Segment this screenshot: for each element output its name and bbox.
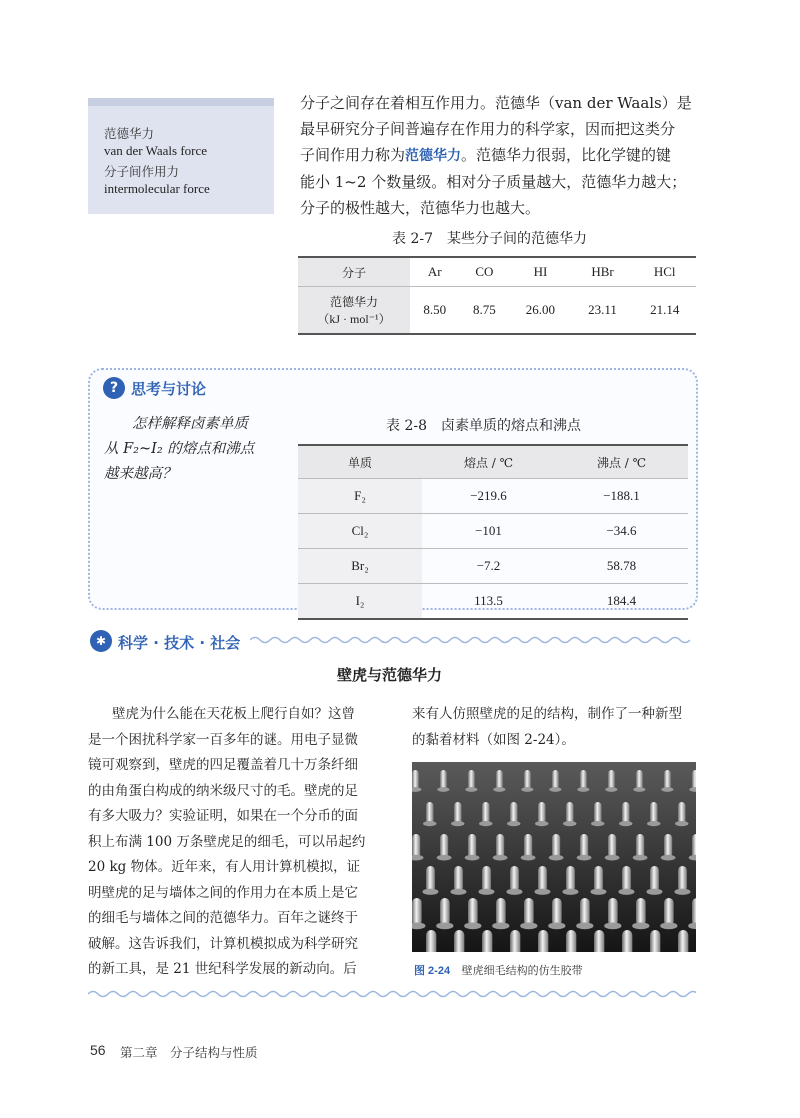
micro-pillar (412, 898, 422, 926)
intro-line: 能小 1~2 个数量级。相对分子质量越大，范德华力越大； (300, 173, 687, 191)
article-line: 的细毛与墙体之间的范德华力。百年之谜终于 (88, 910, 358, 926)
micro-pillar-base (633, 787, 645, 792)
micro-pillar (426, 866, 435, 892)
micro-pillar (594, 866, 603, 892)
micro-pillar (650, 866, 659, 892)
micro-pillar (552, 834, 560, 858)
micro-pillar-base (520, 922, 537, 929)
micro-pillar-base (507, 821, 520, 826)
sts-icon: ✱ (90, 630, 112, 652)
micro-pillar (482, 866, 491, 892)
micro-pillar (594, 802, 601, 824)
article-line: 是一个困扰科学家一百多年的谜。用电子显微 (88, 731, 358, 748)
page-number: 56 (90, 1042, 106, 1058)
table-row (298, 584, 688, 620)
micro-pillar-base (465, 787, 477, 792)
table-cell: 58.78 (555, 549, 688, 584)
table-cell: 113.5 (422, 584, 555, 620)
micro-pillar-base (423, 821, 436, 826)
micro-pillar (650, 802, 657, 824)
micro-pillar-base (493, 787, 505, 792)
micro-pillar-base (563, 821, 576, 826)
micro-pillar-base (675, 821, 688, 826)
table-cell: Br₂ (298, 549, 422, 584)
table-cell: F₂ (298, 479, 422, 514)
micro-pillar-base (632, 922, 649, 929)
table-header-cell: 单质 (298, 445, 422, 479)
article-line: 20 kg 物体。近年来，有人用计算机模拟，证 (88, 859, 361, 875)
micro-pillar-base (492, 922, 509, 929)
micro-pillar (692, 834, 696, 858)
sts-wave-divider (250, 634, 696, 646)
table-cell: 184.4 (555, 584, 688, 620)
micro-pillar-base (437, 855, 452, 861)
intro-line: 分子的极性越大，范德华力也越大。 (300, 199, 541, 217)
micro-pillar-base (646, 889, 662, 895)
micro-pillar-base (660, 922, 677, 929)
micro-pillar-base (521, 787, 533, 792)
intro-line-part: 子间作用力称为 (300, 146, 406, 164)
intro-line: 最早研究分子间普遍存在作用力的科学家，因而把这类分 (300, 120, 676, 138)
table-header-cell: 分子 (298, 257, 410, 287)
micro-pillar (426, 930, 436, 952)
figure-label: 图 2-24 (414, 965, 451, 977)
highlight-term: 范德华力 (405, 148, 462, 164)
table-cell: −219.6 (422, 479, 555, 514)
table-cell: −34.6 (555, 514, 688, 549)
micro-pillar (594, 930, 604, 952)
micro-pillar-base (647, 821, 660, 826)
micro-pillar-base (577, 787, 589, 792)
table-row (298, 514, 688, 549)
micro-pillar (636, 770, 643, 790)
intro-line-part: 。范德华力很弱，比化学键的键 (461, 146, 672, 164)
row-header-unit: （kJ · mol⁻¹） (317, 312, 391, 326)
micro-pillar-base (479, 821, 492, 826)
term-sidebar (88, 98, 274, 214)
table-header-cell: 熔点 / ℃ (422, 445, 555, 479)
micro-pillar (496, 770, 503, 790)
micro-pillar-base (549, 855, 564, 861)
micro-pillar (608, 770, 615, 790)
table-header-cell: HBr (572, 257, 634, 287)
intro-line-highlight (300, 142, 700, 169)
micro-pillar (468, 834, 476, 858)
article-right-column (412, 702, 702, 753)
micro-pillar-base (464, 922, 481, 929)
micro-pillar-base (674, 889, 690, 895)
micro-pillar-base (633, 855, 648, 861)
micro-pillar-base (450, 889, 466, 895)
term-zh-intermolecular: 分子间作用力 (104, 164, 180, 179)
micro-pillar-base (590, 889, 606, 895)
micro-pillar (454, 930, 464, 952)
table-row (298, 257, 696, 287)
micro-pillar (678, 930, 688, 952)
question-icon: ? (103, 377, 125, 399)
micro-pillar-base (478, 889, 494, 895)
table-header-cell: HI (509, 257, 572, 287)
micro-pillar-base (591, 821, 604, 826)
micro-pillar (454, 802, 461, 824)
micro-pillar (482, 802, 489, 824)
micro-pillar (538, 802, 545, 824)
table-2-8 (298, 444, 688, 620)
figure-caption-text: 壁虎细毛结构的仿生胶带 (461, 964, 583, 977)
question-line: 怎样解释卤素单质 (132, 416, 248, 432)
micro-pillar (468, 770, 475, 790)
article-title: 壁虎与范德华力 (337, 666, 443, 684)
table-row (298, 445, 688, 479)
micro-pillar (552, 898, 562, 926)
question-line: 越来越高？ (104, 466, 177, 482)
micro-pillar (524, 898, 534, 926)
micro-pillar-base (605, 787, 617, 792)
micro-pillar-base (577, 855, 592, 861)
article-left-column (88, 702, 388, 983)
article-line: 积上布满 100 万条壁虎足的细毛，可以吊起约 (88, 833, 366, 850)
micro-pillar (692, 770, 696, 790)
figure-caption (414, 962, 583, 978)
micro-pillar (482, 930, 492, 952)
table-header-cell: HCl (633, 257, 696, 287)
micro-pillar (622, 802, 629, 824)
table-cell: I₂ (298, 584, 422, 620)
think-discuss-title: 思考与讨论 (131, 380, 207, 398)
micro-pillar (650, 930, 660, 952)
think-question (104, 412, 254, 487)
table-row (298, 287, 696, 335)
micro-pillar-base (422, 889, 438, 895)
table-header-cell: CO (460, 257, 510, 287)
article-line: 的新工具，是 21 世纪科学发展的新动向。后 (88, 961, 357, 977)
micro-pillar (510, 930, 520, 952)
micro-pillar (636, 834, 644, 858)
table-header-cell: 沸点 / ℃ (555, 445, 688, 479)
micro-pillar (440, 770, 447, 790)
micro-pillar-base (521, 855, 536, 861)
micro-pillar-base (535, 821, 548, 826)
micro-pillar (538, 930, 548, 952)
table-cell: 21.14 (633, 287, 696, 335)
row-header-label: 范德华力 (329, 295, 378, 309)
micro-pillar (412, 770, 419, 790)
micro-pillar (678, 802, 685, 824)
table-2-8-caption: 表 2-8 卤素单质的熔点和沸点 (386, 418, 581, 434)
micro-pillar (440, 834, 448, 858)
article-line: 破解。这告诉我们，计算机模拟成为科学研究 (88, 935, 358, 952)
table-cell: −101 (422, 514, 555, 549)
table-2-7 (298, 256, 696, 335)
micrograph-illustration (412, 762, 696, 952)
article-line: 有多大吸力？实验证明，如果在一个分币的面 (88, 808, 358, 824)
micro-pillar (496, 898, 506, 926)
micro-pillar-base (605, 855, 620, 861)
table-row (298, 479, 688, 514)
table-cell: 26.00 (509, 287, 572, 335)
micro-pillar-base (604, 922, 621, 929)
micro-pillar (608, 834, 616, 858)
article-line: 的由角蛋白构成的纳米级尺寸的毛。壁虎的足 (88, 782, 358, 799)
micro-pillar-base (493, 855, 508, 861)
micro-pillar (664, 770, 671, 790)
table-cell: Cl₂ (298, 514, 422, 549)
term-en-intermolecular: intermolecular force (104, 181, 210, 196)
sts-title: 科学 · 技术 · 社会 (118, 634, 241, 652)
table-2-7-caption: 表 2-7 某些分子间的范德华力 (392, 231, 587, 247)
table-cell: 8.75 (460, 287, 510, 335)
article-line: 来有人仿照壁虎的足的结构，制作了一种新型 (412, 706, 682, 722)
table-row (298, 549, 688, 584)
table-cell: −188.1 (555, 479, 688, 514)
micro-pillar (608, 898, 618, 926)
term-en-vdw: van der Waals force (104, 143, 208, 158)
micro-pillar (524, 834, 532, 858)
gecko-tape-micrograph (412, 762, 696, 952)
micro-pillar (622, 930, 632, 952)
micro-pillar (692, 898, 696, 926)
table-cell: 8.50 (410, 287, 460, 335)
micro-pillar (580, 834, 588, 858)
term-zh-vdw: 范德华力 (104, 126, 155, 141)
micro-pillar-base (548, 922, 565, 929)
table-row-header (298, 287, 410, 335)
table-cell: 23.11 (572, 287, 634, 335)
micro-pillar (678, 866, 687, 892)
micro-pillar (496, 834, 504, 858)
micro-pillar-base (576, 922, 593, 929)
micro-pillar (524, 770, 531, 790)
micro-pillar-base (506, 889, 522, 895)
micro-pillar-base (534, 889, 550, 895)
micro-pillar (622, 866, 631, 892)
micro-pillar (664, 834, 672, 858)
micro-pillar (580, 770, 587, 790)
table-cell: −7.2 (422, 549, 555, 584)
micro-pillar (426, 802, 433, 824)
micro-pillar-base (661, 787, 673, 792)
micro-pillar-base (451, 821, 464, 826)
micro-pillar-base (437, 787, 449, 792)
intro-line: 分子之间存在着相互作用力。范德华（van der Waals）是 (300, 94, 692, 112)
micro-pillar (412, 834, 420, 858)
article-line: 镜可观察到，壁虎的四足覆盖着几十万条纤细 (88, 757, 358, 773)
micro-pillar (566, 802, 573, 824)
micro-pillar (538, 866, 547, 892)
micro-pillar-base (562, 889, 578, 895)
article-line: 明壁虎的足与墙体之间的作用力在本质上是它 (88, 884, 358, 901)
table-header-cell: Ar (410, 257, 460, 287)
micro-pillar-base (465, 855, 480, 861)
micro-pillar (664, 898, 674, 926)
micro-pillar-base (618, 889, 634, 895)
micro-pillar (510, 866, 519, 892)
micro-pillar (636, 898, 646, 926)
term-sidebar-bar (88, 98, 274, 106)
micro-pillar-base (549, 787, 561, 792)
micro-pillar (566, 866, 575, 892)
micro-pillar-base (436, 922, 453, 929)
intro-paragraph (300, 90, 700, 221)
micro-pillar (454, 866, 463, 892)
micro-pillar (468, 898, 478, 926)
micro-pillar (552, 770, 559, 790)
micro-pillar-base (619, 821, 632, 826)
chapter-title: 第二章 分子结构与性质 (120, 1045, 258, 1060)
micro-pillar (580, 898, 590, 926)
micro-pillar (566, 930, 576, 952)
footer-wave-divider (88, 988, 696, 1000)
micro-pillar (510, 802, 517, 824)
article-line: 壁虎为什么能在天花板上爬行自如？这曾 (112, 706, 355, 722)
micro-pillar (440, 898, 450, 926)
micro-pillar-base (661, 855, 676, 861)
article-line: 的黏着材料（如图 2-24）。 (412, 731, 575, 748)
question-line: 从 F₂~I₂ 的熔点和沸点 (104, 441, 255, 457)
